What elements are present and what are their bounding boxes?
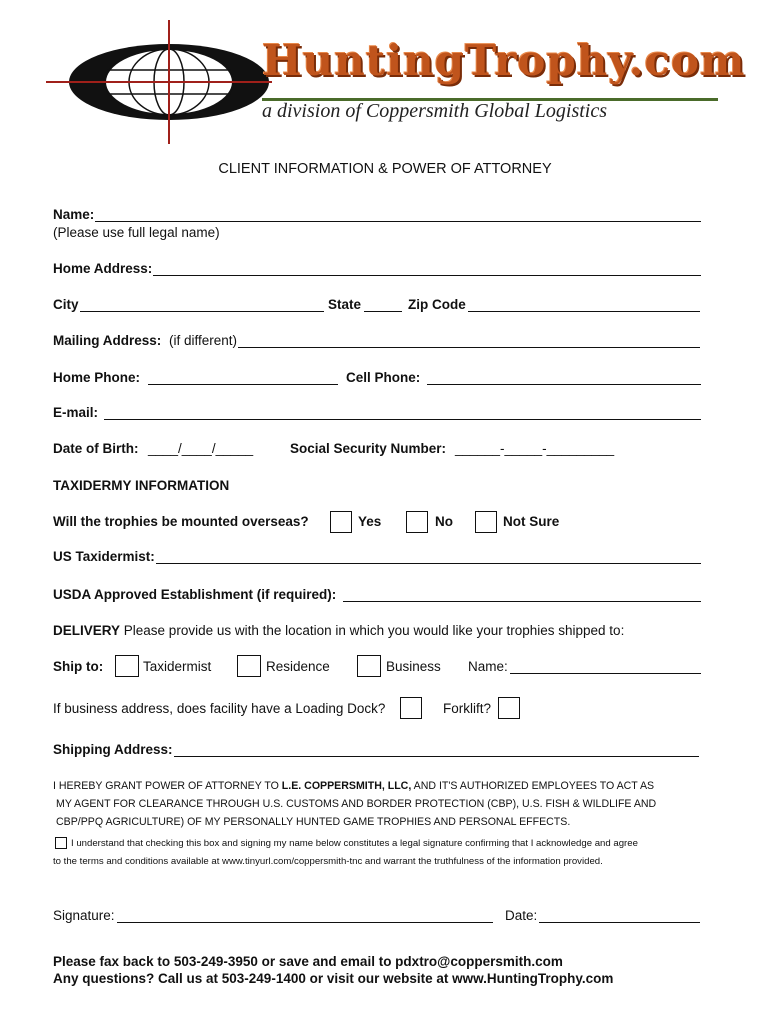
signature-input-line[interactable]: [117, 922, 493, 923]
loading-dock-checkbox[interactable]: [400, 697, 422, 719]
business-checkbox[interactable]: [357, 655, 381, 677]
date-label: Date:: [505, 908, 538, 923]
loading-dock-question: If business address, does facility have a Loading Dock?: [53, 701, 386, 716]
business-name-input-line[interactable]: [510, 673, 701, 674]
ship-to-label: Ship to:: [53, 659, 104, 674]
name-input-line[interactable]: [95, 221, 701, 222]
footer-fax-line: Please fax back to 503-249-3950 or save and email to pdxtro@coppersmith.com: [53, 954, 563, 969]
yes-option-label: Yes: [358, 514, 382, 529]
not-sure-option-label: Not Sure: [503, 514, 560, 529]
no-checkbox[interactable]: [406, 511, 428, 533]
name-label: Name:: [53, 207, 95, 222]
poa-line-1a: I HEREBY GRANT POWER OF ATTORNEY TO: [53, 780, 282, 792]
agree-text-2: to the terms and conditions available at www.tinyurl.com/coppersmith-tnc and warrant the truthfulness of the information provided.: [53, 856, 603, 867]
footer-contact-line: Any questions? Call us at 503-249-1400 or visit our website at www.HuntingTrophy.com: [53, 971, 614, 986]
city-label: City: [53, 297, 79, 312]
home-phone-label: Home Phone:: [53, 370, 141, 385]
forklift-checkbox[interactable]: [498, 697, 520, 719]
dob-input[interactable]: ____/____/_____: [148, 441, 254, 456]
home-phone-input-line[interactable]: [148, 384, 338, 385]
taxidermist-checkbox[interactable]: [115, 655, 139, 677]
shipping-address-label: Shipping Address:: [53, 742, 173, 757]
email-input-line[interactable]: [104, 419, 701, 420]
shipping-address-input-line[interactable]: [174, 756, 699, 757]
email-label: E-mail:: [53, 405, 99, 420]
home-address-input-line[interactable]: [153, 275, 701, 276]
poa-line-1: [53, 780, 654, 792]
home-address-label: Home Address:: [53, 261, 153, 276]
dob-label: Date of Birth:: [53, 441, 139, 456]
poa-line-1c: AND IT'S AUTHORIZED EMPLOYEES TO ACT AS: [411, 780, 655, 792]
zip-input-line[interactable]: [468, 311, 700, 312]
globe-crosshair-icon: [44, 18, 274, 146]
residence-checkbox[interactable]: [237, 655, 261, 677]
us-taxidermist-input-line[interactable]: [156, 563, 701, 564]
usda-label: USDA Approved Establishment (if required):: [53, 587, 337, 602]
business-name-label: Name:: [468, 659, 508, 674]
name-note: (Please use full legal name): [53, 225, 220, 240]
taxidermist-option-label: Taxidermist: [143, 659, 212, 674]
signature-label: Signature:: [53, 908, 115, 923]
no-option-label: No: [435, 514, 453, 529]
ssn-label: Social Security Number:: [290, 441, 447, 456]
cell-phone-label: Cell Phone:: [346, 370, 421, 385]
mailing-address-note: (if different): [169, 333, 238, 348]
usda-input-line[interactable]: [343, 601, 701, 602]
city-input-line[interactable]: [80, 311, 324, 312]
state-label: State: [328, 297, 362, 312]
tagline: a division of Coppersmith Global Logistics: [262, 100, 608, 122]
agree-text-1: I understand that checking this box and signing my name below constitutes a legal signature confirming that I acknowledge and agree: [71, 838, 638, 849]
poa-line-2: MY AGENT FOR CLEARANCE THROUGH U.S. CUSTOMS AND BORDER PROTECTION (CBP), U.S. FISH & WILDLIFE AND: [56, 798, 657, 810]
state-input-line[interactable]: [364, 311, 402, 312]
overseas-question: Will the trophies be mounted overseas?: [53, 514, 309, 529]
forklift-label: Forklift?: [443, 701, 492, 716]
poa-line-3: CBP/PPQ AGRICULTURE) OF MY PERSONALLY HUNTED GAME TROPHIES AND PERSONAL EFFECTS.: [56, 816, 571, 828]
ssn-input[interactable]: ______-_____-_________: [455, 441, 615, 456]
brand-logo-text: HuntingTrophy.com: [262, 36, 746, 85]
cell-phone-input-line[interactable]: [427, 384, 701, 385]
mailing-address-input-line[interactable]: [238, 347, 700, 348]
date-input-line[interactable]: [539, 922, 700, 923]
delivery-heading: DELIVERY: [53, 623, 121, 638]
us-taxidermist-label: US Taxidermist:: [53, 549, 155, 564]
page-title: CLIENT INFORMATION & POWER OF ATTORNEY: [218, 161, 552, 177]
mailing-address-label: Mailing Address:: [53, 333, 162, 348]
residence-option-label: Residence: [266, 659, 330, 674]
zip-label: Zip Code: [408, 297, 466, 312]
delivery-text: Please provide us with the location in which you would like your trophies shipped to:: [123, 623, 625, 638]
business-option-label: Business: [386, 659, 441, 674]
taxidermy-heading: TAXIDERMY INFORMATION: [53, 478, 230, 493]
delivery-line: [53, 623, 624, 638]
not-sure-checkbox[interactable]: [475, 511, 497, 533]
yes-checkbox[interactable]: [330, 511, 352, 533]
agree-checkbox[interactable]: [55, 837, 67, 849]
poa-company: L.E. COPPERSMITH, LLC,: [281, 780, 412, 792]
